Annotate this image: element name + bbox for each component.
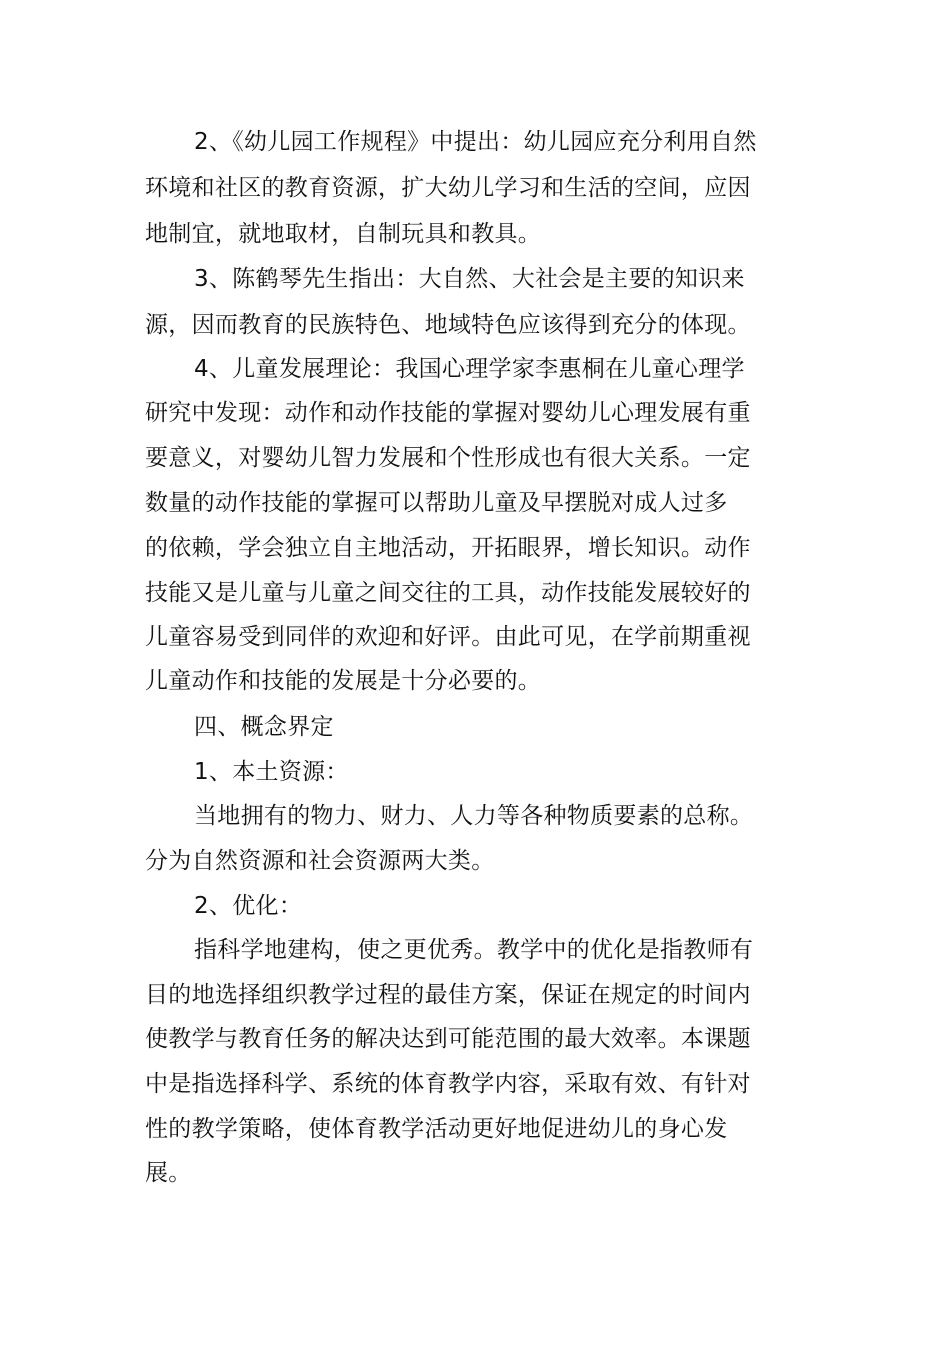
paragraph-line: 展。	[145, 1160, 192, 1186]
paragraph-line: 2、《幼儿园工作规程》中提出：幼儿园应充分利用自然	[194, 129, 757, 155]
paragraph-line: 技能又是儿童与儿童之间交往的工具，动作技能发展较好的	[145, 580, 751, 606]
paragraph-line: 4、儿童发展理论：我国心理学家李惠桐在儿童心理学	[194, 356, 745, 382]
paragraph-line: 分为自然资源和社会资源两大类。	[145, 848, 495, 874]
paragraph-line: 3、陈鹤琴先生指出：大自然、大社会是主要的知识来	[194, 266, 745, 292]
paragraph-line: 使教学与教育任务的解决达到可能范围的最大效率。本课题	[145, 1026, 751, 1052]
subsection-heading: 2、优化：	[194, 893, 303, 919]
paragraph-line: 源，因而教育的民族特色、地域特色应该得到充分的体现。	[145, 312, 751, 338]
paragraph-line: 研究中发现：动作和动作技能的掌握对婴幼儿心理发展有重	[145, 400, 751, 426]
paragraph-line: 性的教学策略，使体育教学活动更好地促进幼儿的身心发	[145, 1116, 728, 1142]
paragraph-line: 地制宜，就地取材，自制玩具和教具。	[145, 221, 542, 247]
paragraph-line: 要意义，对婴幼儿智力发展和个性形成也有很大关系。一定	[145, 445, 751, 471]
paragraph-line: 目的地选择组织教学过程的最佳方案，保证在规定的时间内	[145, 982, 751, 1008]
subsection-heading: 1、本土资源：	[194, 759, 349, 785]
paragraph-line: 中是指选择科学、系统的体育教学内容，采取有效、有针对	[145, 1071, 751, 1097]
paragraph-line: 当地拥有的物力、财力、人力等各种物质要素的总称。	[194, 803, 754, 829]
paragraph-line: 儿童动作和技能的发展是十分必要的。	[145, 668, 542, 694]
paragraph-line: 指科学地建构，使之更优秀。教学中的优化是指教师有	[194, 937, 754, 963]
paragraph-line: 的依赖，学会独立自主地活动，开拓眼界，增长知识。动作	[145, 535, 751, 561]
paragraph-line: 数量的动作技能的掌握可以帮助儿童及早摆脱对成人过多	[145, 490, 728, 516]
paragraph-line: 环境和社区的教育资源，扩大幼儿学习和生活的空间，应因	[145, 175, 751, 201]
paragraph-line: 儿童容易受到同伴的欢迎和好评。由此可见，在学前期重视	[145, 624, 751, 650]
section-heading: 四、概念界定	[194, 714, 334, 740]
